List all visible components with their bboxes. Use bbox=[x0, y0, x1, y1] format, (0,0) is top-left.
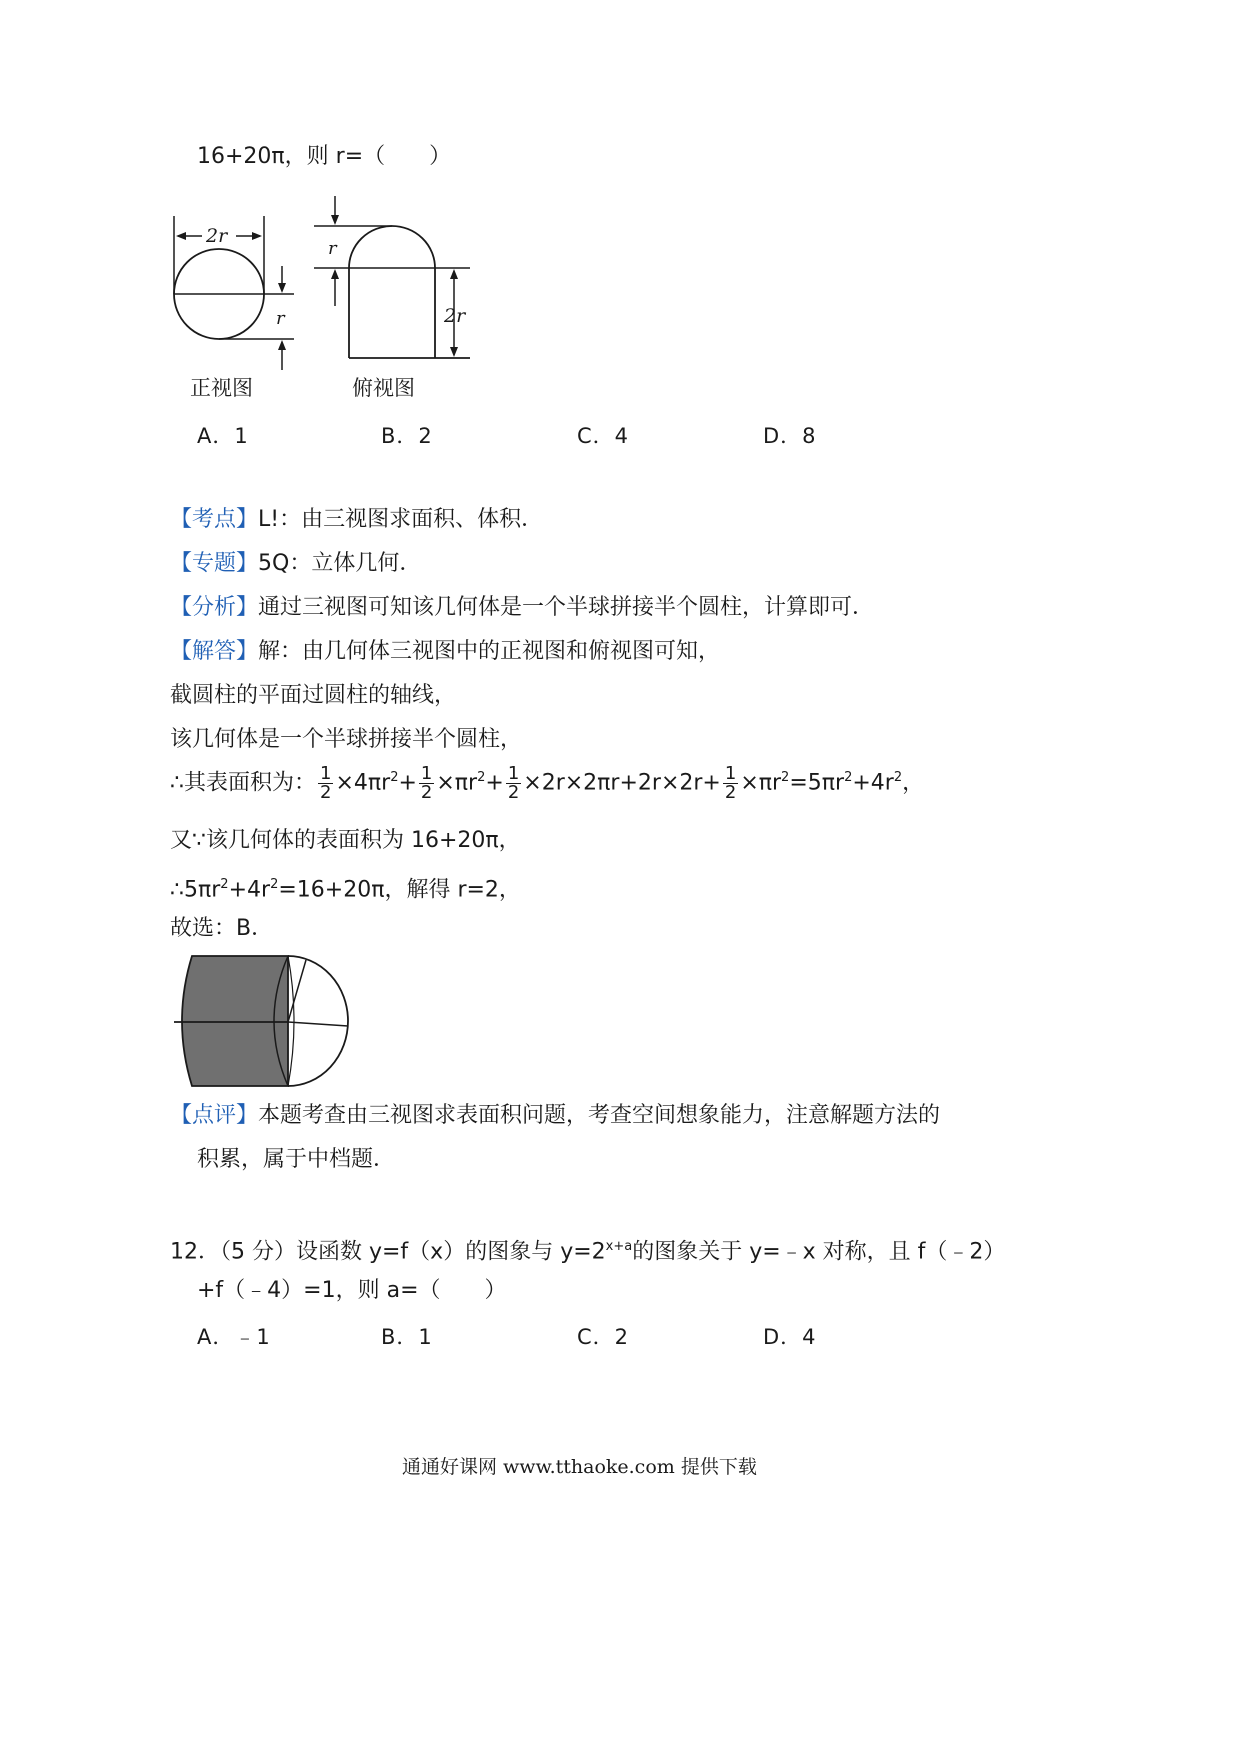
q12-option-b: B．1 bbox=[381, 1325, 433, 1349]
q12-line-2: +f（﹣4）=1，则 a=（ ） bbox=[197, 1278, 507, 1303]
zhuanti-line bbox=[170, 549, 421, 579]
formula-part-1: ×4πr bbox=[335, 770, 391, 796]
top-view bbox=[314, 196, 470, 358]
fenxi-text: 通过三视图可知该几何体是一个半球拼接半个圆柱，计算即可． bbox=[258, 595, 875, 620]
q12-line-1: 12．（5 分）设函数 y=f（x）的图象与 $y=2^{x+a}$的图象关于 y=﹣x 对称，且 f（﹣2） bbox=[170, 1239, 1006, 1265]
dianping-line bbox=[170, 1101, 940, 1131]
q11-option-c: C．4 bbox=[577, 424, 630, 448]
page-footer: 通通好课网 www.tthaoke.com 提供下载 bbox=[402, 1456, 757, 1478]
kaodian-text: L!：由三视图求面积、体积． bbox=[258, 507, 544, 532]
dianping-tag: 【点评】 bbox=[170, 1103, 259, 1128]
fenxi-line bbox=[170, 593, 874, 623]
formula-result: =5πr bbox=[789, 770, 845, 796]
formula-part-4: ×πr bbox=[740, 770, 782, 796]
solution-line-5: 又∵该几何体的表面积为 16+20π， bbox=[170, 828, 521, 853]
top-dim-2r: 2r bbox=[444, 305, 466, 327]
formula-part-2: ×πr bbox=[436, 770, 478, 796]
jieda-tag: 【解答】 bbox=[170, 639, 259, 664]
fenxi-tag: 【分析】 bbox=[170, 595, 259, 620]
fraction-4: $\frac{1}{2}$ bbox=[724, 762, 737, 803]
q11-option-d: D．8 bbox=[763, 424, 817, 448]
three-view-diagram bbox=[160, 190, 490, 380]
q12-option-c: C．2 bbox=[577, 1325, 630, 1349]
fraction-3: $\frac{1}{2}$ bbox=[507, 762, 520, 803]
jieda-line bbox=[170, 637, 720, 667]
formula-prefix: ∴其表面积为： bbox=[170, 770, 316, 796]
solution-answer: 故选：B． bbox=[170, 916, 274, 941]
fraction-2: $\frac{1}{2}$ bbox=[420, 762, 433, 803]
dianping-line-2: 积累，属于中档题． bbox=[197, 1147, 396, 1172]
formula-result-2: +4r bbox=[852, 770, 894, 796]
solution-line-3: 该几何体是一个半球拼接半个圆柱， bbox=[170, 727, 523, 752]
top-view-label: 俯视图 bbox=[352, 376, 415, 400]
q12-option-a: A．﹣1 bbox=[197, 1325, 271, 1349]
q11-option-a: A．1 bbox=[197, 424, 249, 448]
solution-line-2: 截圆柱的平面过圆柱的轴线， bbox=[170, 683, 457, 708]
solution-line-6: $\therefore 5\pi r^2+4r^2=16+20\pi$，解得 r=2， bbox=[170, 877, 521, 903]
kaodian-line bbox=[170, 505, 543, 535]
front-view-label: 正视图 bbox=[190, 376, 253, 400]
top-dim-r: r bbox=[328, 238, 337, 259]
front-dim-r: r bbox=[276, 308, 285, 329]
solid-figure bbox=[170, 952, 355, 1090]
q12-option-d: D．4 bbox=[763, 1325, 817, 1349]
front-view bbox=[174, 216, 294, 370]
formula-part-3: ×2r×2πr+2r×2r+ bbox=[523, 770, 721, 796]
q11-tail-text: 16+20π，则 r=（ ） bbox=[197, 144, 452, 169]
zhuanti-text: 5Q：立体几何． bbox=[258, 551, 422, 576]
zhuanti-tag: 【专题】 bbox=[170, 551, 259, 576]
dianping-text: 本题考查由三视图求表面积问题，考查空间想象能力，注意解题方法的 bbox=[258, 1103, 941, 1128]
jieda-text: 解：由几何体三视图中的正视图和俯视图可知， bbox=[258, 639, 721, 664]
q11-option-b: B．2 bbox=[381, 424, 433, 448]
fraction-1: $\frac{1}{2}$ bbox=[320, 762, 332, 803]
front-dim-2r: 2r bbox=[206, 225, 228, 247]
kaodian-tag: 【考点】 bbox=[170, 507, 259, 532]
surface-area-formula: ∴其表面积为： $\frac{1}{2}$ $\times 4\pi r^2+$ $\frac{1}{2}$ $\times\pi r^2+$ $\frac{1}{2}$ ×2r×2πr+2r×2r+ $\frac{1}{2}$ $\times\pi r^2=5\pi r^2+4r^2$， bbox=[170, 762, 925, 803]
